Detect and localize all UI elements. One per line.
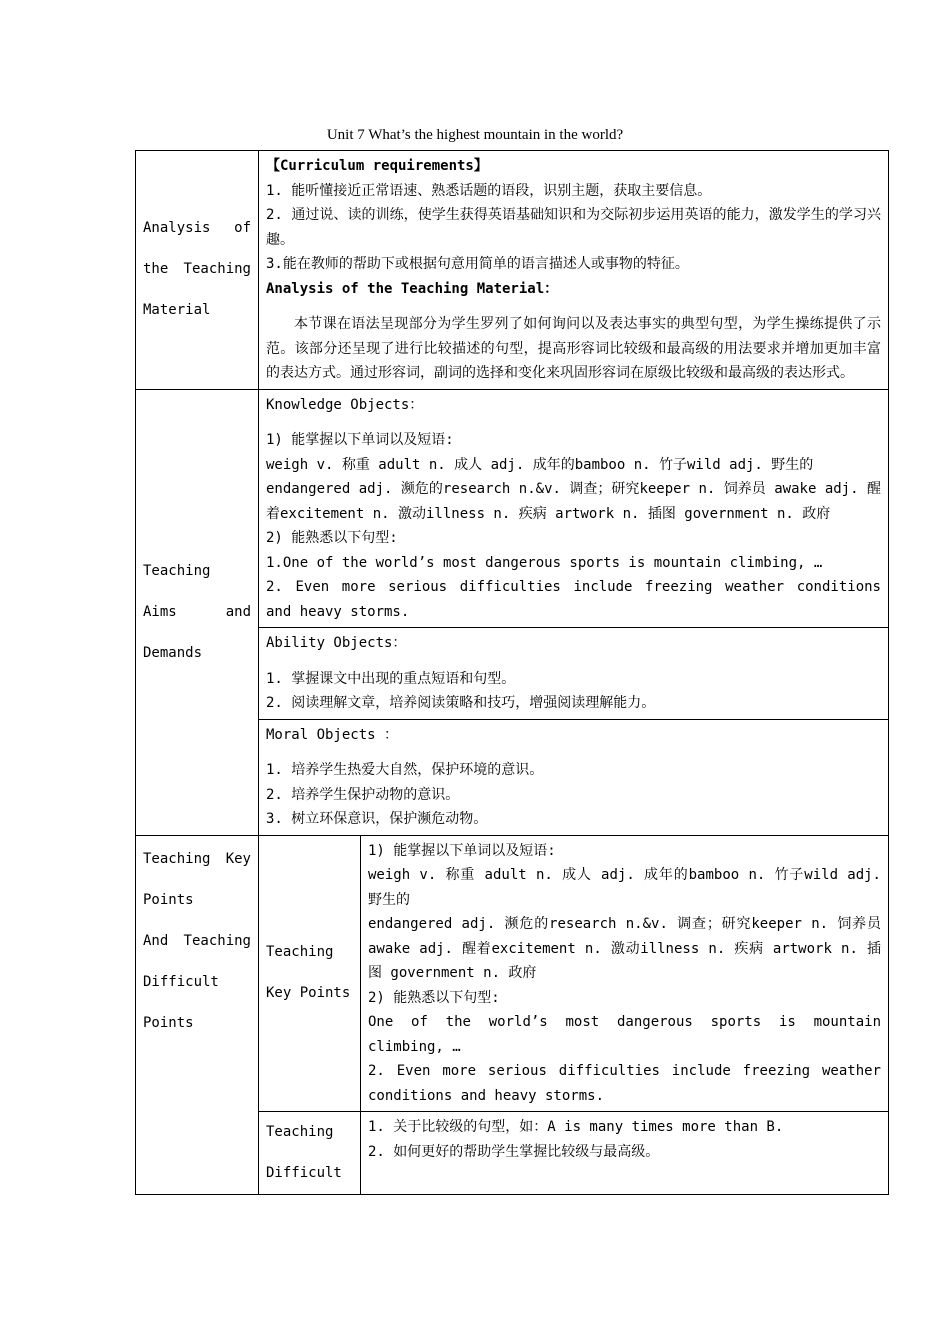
key-points-content (361, 835, 889, 1112)
requirement-item: 3.能在教师的帮助下或根据句意用简单的语言描述人或事物的特征。 (266, 256, 689, 272)
knowledge-item: 2. Even more serious difficulties include freezing weather conditions and heavy storms. (266, 579, 881, 620)
difficult-content (361, 1112, 889, 1195)
key-point-item: 1) 能掌握以下单词以及短语: (368, 842, 556, 859)
key-point-item: 2) 能熟悉以下句型: (368, 989, 500, 1006)
knowledge-item: weigh v. 称重 adult n. 成人 adj. 成年的bamboo n. 竹子wild adj. 野生的 (266, 456, 814, 473)
material-text: 本节课在语法呈现部分为学生罗列了如何询问以及表达事实的典型句型，为学生操练提供了示范。该部分还呈现了进行比较描述的句型，提高形容词比较级和最高级的用法要求并增加更加丰富的表达方式。通过形容词，副词的选择和变化来巩固形容词在原级比较级和最高级的表达形式。 (266, 316, 881, 381)
difficult-item: 2. 如何更好的帮助学生掌握比较级与最高级。 (368, 1143, 660, 1160)
key-points-label-line: Points (143, 1014, 194, 1031)
knowledge-heading: Knowledge Objects： (266, 396, 424, 413)
key-points-sublabel-line: Key Points (266, 985, 351, 1002)
key-points-sublabel-line: Teaching (266, 944, 334, 961)
curriculum-heading: 【Curriculum requirements】 (266, 158, 488, 174)
key-point-item: weigh v. 称重 adult n. 成人 adj. 成年的bamboo n. 竹子wild adj. 野生的 (368, 867, 881, 908)
lesson-plan-table (135, 150, 889, 1195)
moral-content (259, 719, 889, 835)
key-points-label-line: And Teaching (143, 932, 251, 949)
analysis-content (259, 151, 889, 390)
aims-label-line: Teaching (143, 562, 211, 579)
moral-item: 2. 培养学生保护动物的意识。 (266, 786, 460, 803)
ability-item: 1. 掌握课文中出现的重点短语和句型。 (266, 670, 516, 687)
knowledge-item: 2) 能熟悉以下句型: (266, 530, 398, 546)
analysis-label-line: Material (143, 302, 211, 319)
key-point-item: One of the world’s most dangerous sports is mountain climbing, … (368, 1014, 881, 1055)
analysis-label-line: the Teaching (143, 261, 251, 278)
key-points-row (136, 835, 889, 1112)
knowledge-row (136, 389, 889, 628)
analysis-label (136, 151, 259, 390)
difficult-item: 1. 关于比较级的句型，如：A is many times more than B. (368, 1119, 784, 1135)
knowledge-content (259, 389, 889, 628)
key-points-label (136, 835, 259, 1195)
key-point-item: endangered adj. 濒危的research n.&v. 调查；研究keeper n. 饲养员 awake adj. 醒着excitement n. 激动illness n. 疾病 artwork n. 插图 government n. 政府 (368, 916, 881, 981)
key-point-item: 2. Even more serious difficulties include freezing weather conditions and heavy storms. (368, 1063, 881, 1104)
moral-item: 1. 培养学生热爱大自然，保护环境的意识。 (266, 762, 544, 778)
analysis-label-line: Analysis of (143, 220, 251, 237)
aims-label-line: Demands (143, 644, 203, 661)
difficult-sublabel-line: Teaching (266, 1124, 334, 1140)
key-points-sublabel (259, 835, 361, 1112)
difficult-sublabel-line: Difficult (266, 1165, 342, 1181)
ability-heading: Ability Objects： (266, 635, 407, 651)
material-heading: Analysis of the Teaching Material： (266, 280, 559, 297)
aims-label (136, 389, 259, 835)
requirement-item: 1. 能听懂接近正常语速、熟悉话题的语段，识别主题，获取主要信息。 (266, 182, 712, 199)
key-points-label-line: Difficult (143, 973, 219, 990)
ability-item: 2. 阅读理解文章，培养阅读策略和技巧，增强阅读理解能力。 (266, 695, 656, 711)
knowledge-item: 1) 能掌握以下单词以及短语: (266, 432, 454, 448)
requirement-item: 2. 通过说、读的训练，使学生获得英语基础知识和为交际初步运用英语的能力，激发学生的学习兴趣。 (266, 207, 881, 248)
analysis-row (136, 151, 889, 390)
document-title: Unit 7 What’s the highest mountain in the world? (326, 127, 624, 143)
moral-item: 3. 树立环保意识，保护濒危动物。 (266, 811, 488, 827)
key-points-label-line: Teaching Key (143, 850, 251, 867)
knowledge-item: 1.One of the world’s most dangerous sports is mountain climbing, … (266, 554, 823, 571)
ability-content (259, 628, 889, 720)
knowledge-item: endangered adj. 濒危的research n.&v. 调查；研究keeper n. 饲养员 awake adj. 醒着excitement n. 激动illness n. 疾病 artwork n. 插图 government n. 政府 (266, 481, 881, 522)
difficult-sublabel (259, 1112, 361, 1195)
moral-heading: Moral Objects ： (266, 726, 399, 743)
key-points-label-line: Points (143, 891, 194, 908)
aims-label-line: Aims and (143, 603, 251, 620)
